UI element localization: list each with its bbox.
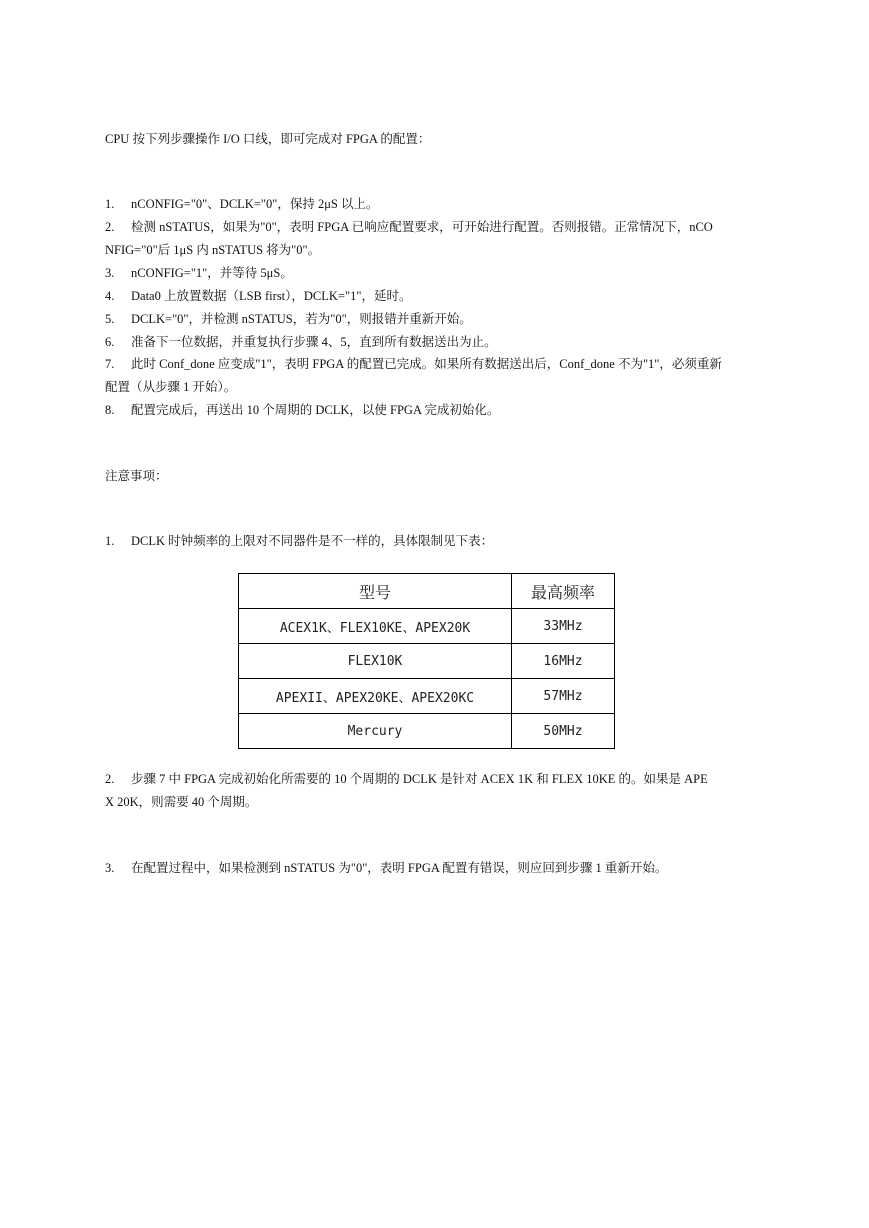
list-item <box>105 857 750 880</box>
list-item <box>105 530 750 553</box>
note-text: 步骤 7 中 FPGA 完成初始化所需要的 10 个周期的 DCLK 是针对 ACEX 1K 和 FLEX 10KE 的。如果是 APE <box>131 772 708 786</box>
table-header-row <box>239 574 615 609</box>
frequency-cell: 57MHz <box>512 679 615 714</box>
list-item <box>105 768 750 814</box>
step-text: nCONFIG="1"，并等待 5μS。 <box>131 266 293 280</box>
list-item <box>105 308 750 331</box>
step-text: 检测 nSTATUS，如果为"0"，表明 FPGA 已响应配置要求，可开始进行配置。否则报错。正常情况下，nCO <box>131 220 713 234</box>
frequency-table <box>238 573 615 749</box>
list-item <box>105 216 750 262</box>
step-number: 4. <box>105 289 115 303</box>
table-row <box>239 609 615 644</box>
note-text: 在配置过程中，如果检测到 nSTATUS 为"0"，表明 FPGA 配置有错误，则应回到步骤 1 重新开始。 <box>131 861 668 875</box>
step-text: DCLK="0"，并检测 nSTATUS，若为"0"，则报错并重新开始。 <box>131 312 472 326</box>
note-text-continued: X 20K，则需要 40 个周期。 <box>105 795 258 809</box>
step-number: 1. <box>105 197 115 211</box>
model-cell: FLEX10K <box>239 644 512 679</box>
step-text: 准备下一位数据，并重复执行步骤 4、5，直到所有数据送出为止。 <box>131 335 497 349</box>
list-item <box>105 331 750 354</box>
note-number: 2. <box>105 772 115 786</box>
frequency-cell: 33MHz <box>512 609 615 644</box>
step-text: 此时 Conf_done 应变成"1"，表明 FPGA 的配置已完成。如果所有数据送出后，Conf_done 不为"1"，必须重新 <box>131 357 722 371</box>
model-cell: ACEX1K、FLEX10KE、APEX20K <box>239 609 512 644</box>
step-number: 6. <box>105 335 115 349</box>
note-number: 3. <box>105 861 115 875</box>
step-text: nCONFIG="0"、DCLK="0"，保持 2μS 以上。 <box>131 197 379 211</box>
list-item <box>105 353 750 399</box>
list-item <box>105 262 750 285</box>
model-cell: Mercury <box>239 714 512 749</box>
step-number: 3. <box>105 266 115 280</box>
step-text-continued: 配置（从步骤 1 开始）。 <box>105 380 237 394</box>
column-header-max-frequency: 最高频率 <box>512 574 615 609</box>
notes-heading: 注意事项： <box>105 469 168 483</box>
table-row <box>239 714 615 749</box>
frequency-cell: 50MHz <box>512 714 615 749</box>
table-row <box>239 679 615 714</box>
intro-text: CPU 按下列步骤操作 I/O 口线，即可完成对 FPGA 的配置： <box>105 132 431 146</box>
step-number: 7. <box>105 357 115 371</box>
list-item <box>105 399 750 422</box>
step-number: 2. <box>105 220 115 234</box>
step-text-continued: NFIG="0"后 1μS 内 nSTATUS 将为"0"。 <box>105 243 321 257</box>
table-row <box>239 644 615 679</box>
model-cell: APEXII、APEX20KE、APEX20KC <box>239 679 512 714</box>
list-item <box>105 285 750 308</box>
step-text: Data0 上放置数据（LSB first），DCLK="1"，延时。 <box>131 289 412 303</box>
step-text: 配置完成后，再送出 10 个周期的 DCLK，以使 FPGA 完成初始化。 <box>131 403 500 417</box>
frequency-cell: 16MHz <box>512 644 615 679</box>
column-header-model: 型号 <box>239 574 512 609</box>
step-number: 8. <box>105 403 115 417</box>
step-number: 5. <box>105 312 115 326</box>
list-item <box>105 193 750 216</box>
note-number: 1. <box>105 534 115 548</box>
note-text: DCLK 时钟频率的上限对不同器件是不一样的，具体限制见下表： <box>131 534 494 548</box>
